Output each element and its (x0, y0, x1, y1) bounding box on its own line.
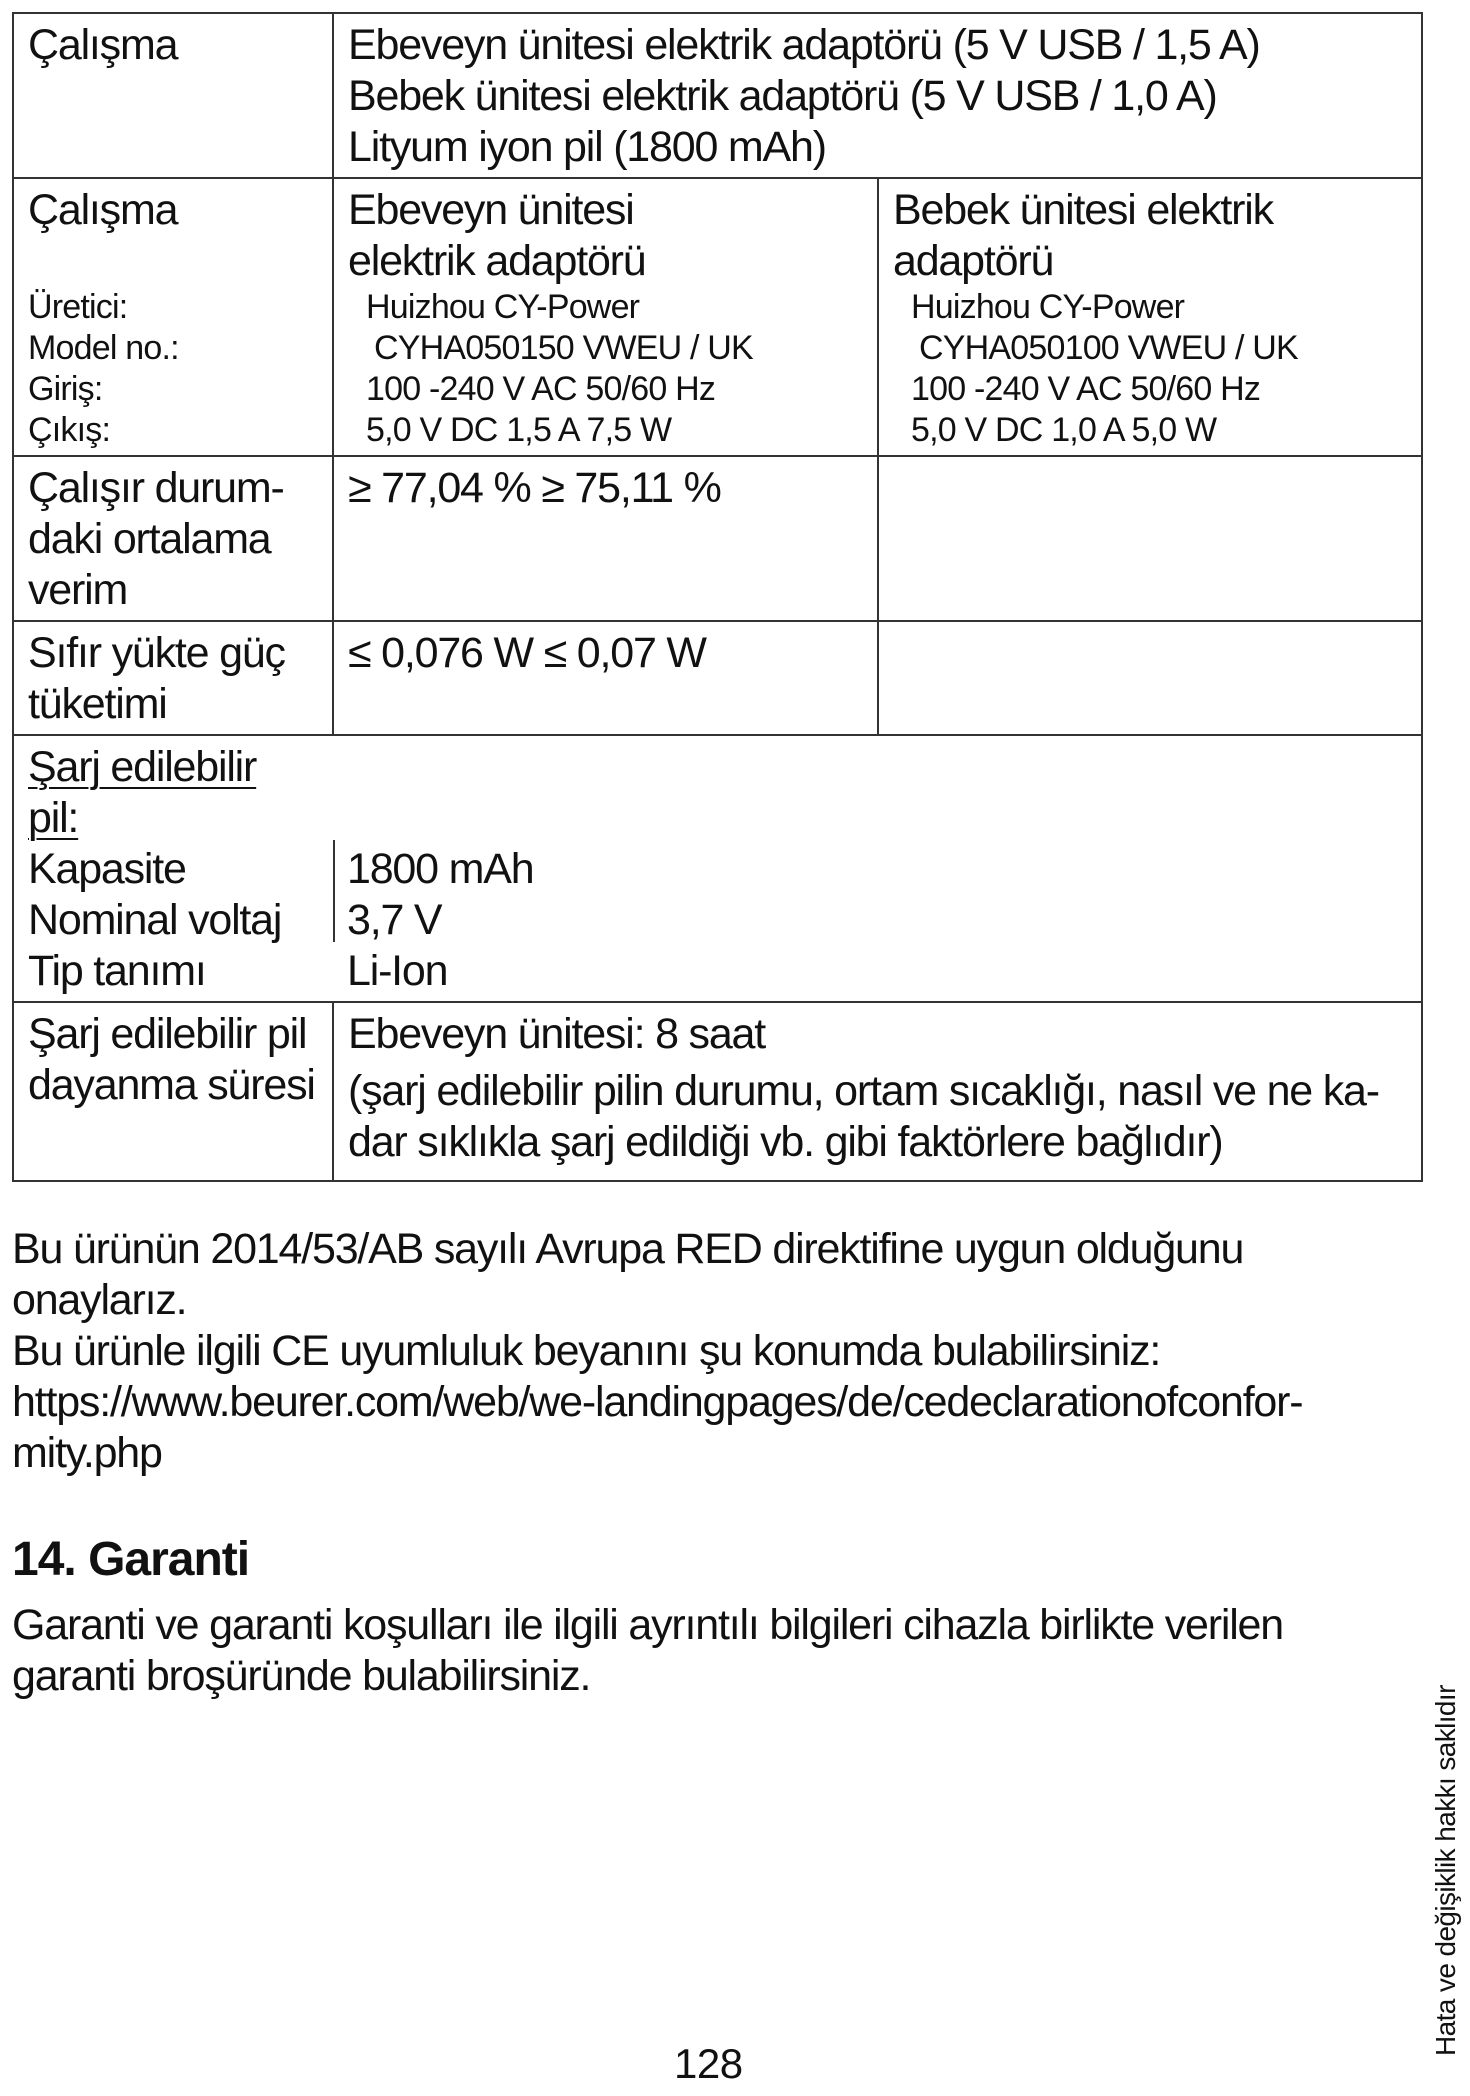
battery-capacity-value: 1800 mAh (347, 845, 534, 893)
baby-adapter-title: Bebek ünitesi elektrik adaptörü (893, 186, 1273, 285)
battery-capacity-label: Kapasite (28, 845, 186, 893)
battery-life-note: (şarj edilebilir pilin durumu, ortam sıcaklığı, nasıl ve ne ka- (348, 1067, 1379, 1115)
value-line: Bebek ünitesi elektrik adaptörü (5 V USB / 1,0 A) (348, 72, 1217, 120)
row-value (333, 13, 1422, 178)
table-row-efficiency (13, 456, 1422, 621)
row-value (333, 456, 878, 621)
battery-type-label: Tip tanımı (28, 947, 206, 995)
table-row-no-load-power (13, 621, 1422, 735)
table-row-adapters (13, 178, 1422, 456)
warranty-text (12, 1600, 1412, 1702)
page-number: 128 (674, 2040, 743, 2087)
row-label-text: dayanma süresi (28, 1061, 315, 1109)
baby-manufacturer: Huizhou CY-Power (911, 288, 1185, 326)
table-row-battery-life (13, 1002, 1422, 1181)
parent-input: 100 -240 V AC 50/60 Hz (366, 370, 716, 408)
specifications-table (12, 12, 1423, 1182)
sublabel-model: Model no.: (28, 329, 179, 367)
battery-voltage-value: 3,7 V (347, 896, 442, 944)
row-label (13, 735, 333, 1002)
conformity-line: Bu ürünle ilgili CE uyumluluk beyanını şu konumda bulabilirsiniz: (12, 1327, 1161, 1375)
baby-adapter-cell (878, 178, 1422, 456)
table-row-battery (13, 735, 1422, 1002)
row-label (13, 13, 333, 178)
efficiency-value: ≥ 77,04 % ≥ 75,11 % (348, 464, 721, 512)
empty-cell (878, 456, 1422, 621)
parent-adapter-cell (333, 178, 878, 456)
baby-model: CYHA050100 VWEU / UK (919, 329, 1298, 367)
conformity-line: onaylarız. (12, 1276, 187, 1324)
table-row-power-supply (13, 13, 1422, 178)
sublabel-manufacturer: Üretici: (28, 288, 128, 326)
parent-model: CYHA050150 VWEU / UK (374, 329, 753, 367)
parent-manufacturer: Huizhou CY-Power (366, 288, 640, 326)
sublabel-output: Çıkış: (28, 411, 111, 449)
row-label-text: Şarj edilebilir pil (28, 1010, 307, 1058)
conformity-url: mity.php (12, 1429, 162, 1477)
section-heading-warranty: 14. Garanti (12, 1533, 250, 1586)
no-load-power-value: ≤ 0,076 W ≤ 0,07 W (348, 629, 706, 677)
baby-output: 5,0 V DC 1,0 A 5,0 W (911, 411, 1217, 449)
value-line: Lityum iyon pil (1800 mAh) (348, 123, 826, 171)
warranty-line: garanti broşüründe bulabilirsiniz. (12, 1652, 591, 1700)
row-value (333, 735, 1422, 1002)
battery-heading: Şarj edilebilir pil: (28, 743, 257, 842)
row-label (13, 1002, 333, 1181)
baby-input: 100 -240 V AC 50/60 Hz (911, 370, 1261, 408)
row-value (333, 621, 878, 735)
empty-cell (878, 621, 1422, 735)
warranty-line: Garanti ve garanti koşulları ile ilgili ayrıntılı bilgileri cihazla birlikte verilen (12, 1601, 1283, 1649)
conformity-url: https://www.beurer.com/web/we-landingpages/de/cedeclarationofconfor- (12, 1378, 1303, 1426)
row-value (333, 1002, 1422, 1181)
row-label-text: Çalışma (28, 186, 178, 234)
parent-output: 5,0 V DC 1,5 A 7,5 W (366, 411, 672, 449)
parent-adapter-title: Ebeveyn ünitesi elektrik adaptörü (348, 186, 646, 285)
row-label (13, 456, 333, 621)
row-label-text: Çalışır durum-daki ortalama verim (28, 464, 284, 614)
battery-type-value: Li-Ion (347, 947, 448, 995)
battery-voltage-label: Nominal voltaj (28, 896, 282, 944)
row-label-text: Sıfır yükte güç tüketimi (28, 629, 285, 728)
row-label-text: Çalışma (28, 21, 178, 69)
value-line: Ebeveyn ünitesi elektrik adaptörü (5 V USB / 1,5 A) (348, 21, 1260, 69)
battery-life-note: dar sıklıkla şarj edildiği vb. gibi faktörlere bağlıdır) (348, 1118, 1223, 1166)
side-note: Hata ve değişiklik hakkı saklıdır (1430, 1685, 1461, 2056)
row-label (13, 621, 333, 735)
battery-life-value: Ebeveyn ünitesi: 8 saat (348, 1010, 766, 1058)
conformity-statement (12, 1224, 1412, 1479)
row-label (13, 178, 333, 456)
conformity-line: Bu ürünün 2014/53/AB sayılı Avrupa RED direktifine uygun olduğunu (12, 1225, 1244, 1273)
sublabel-input: Giriş: (28, 370, 103, 408)
